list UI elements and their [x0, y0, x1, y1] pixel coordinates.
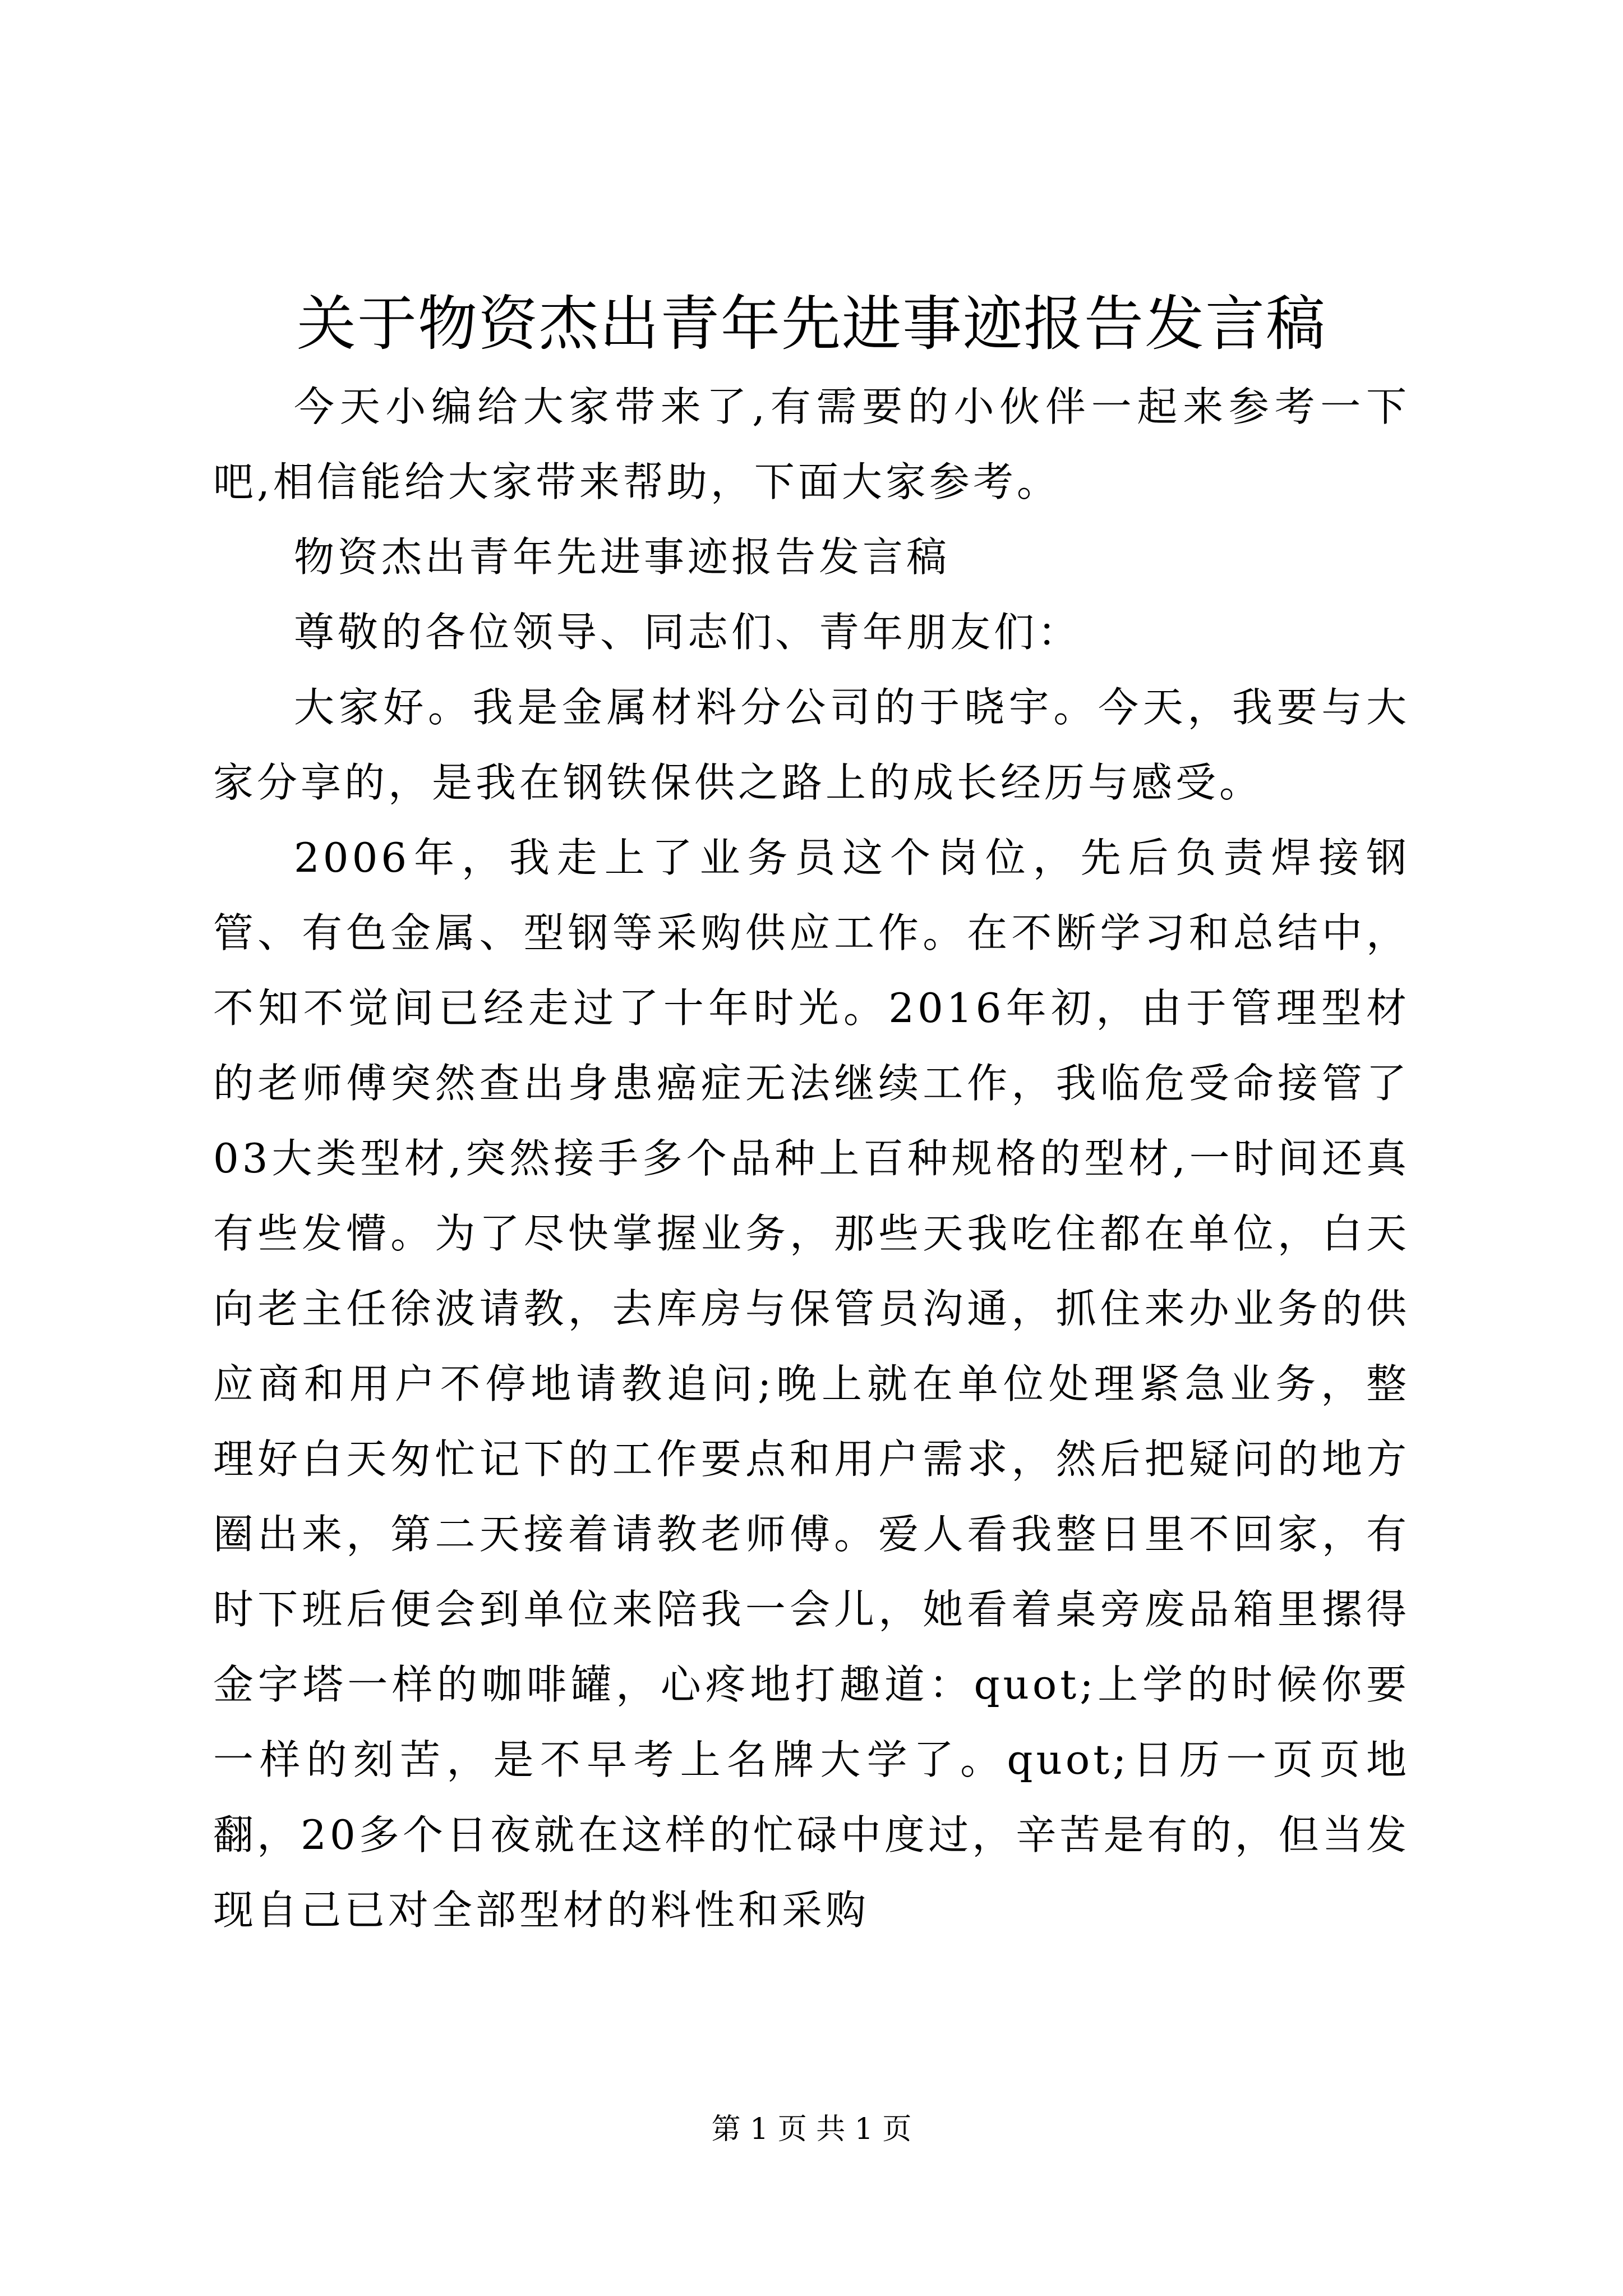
page-number-footer: 第 1 页 共 1 页 — [711, 2113, 912, 2146]
speech-heading: 物资杰出青年先进事迹报告发言稿 — [294, 533, 951, 581]
document-title: 关于物资杰出青年先进事迹报告发言稿 — [297, 289, 1326, 358]
document-body — [213, 369, 1410, 1948]
greeting-paragraph: 大家好。我是金属材料分公司的于晓宇。今天，我要与大家分享的，是我在钢铁保供之路上的成长经历与感受。 — [213, 684, 1410, 806]
intro-paragraph: 今天小编给大家带来了,有需要的小伙伴一起来参考一下吧,相信能给大家带来帮助，下面大家参考。 — [213, 383, 1410, 505]
story-paragraph: 2006年，我走上了业务员这个岗位，先后负责焊接钢管、有色金属、型钢等采购供应工作。在不断学习和总结中，不知不觉间已经走过了十年时光。2016年初，由于管理型材的老师傅突然查出身患癌症无法继续工作，我临危受命接管了03大类型材,突然接手多个品种上百种规格的型材,一时间还真有些发懵。为了尽快掌握业务，那些天我吃住都在单位，白天向老主任徐波请教，去库房与保管员沟通，抓住来办业务的供应商和用户不停地请教追问;晚上就在单位处理紧急业务，整理好白天匆忙记下的工作要点和用户需求，然后把疑问的地方圈出来，第二天接着请教老师傅。爱人看我整日里不回家，有时下班后便会到单位来陪我一会儿，她看着桌旁废品箱里摞得金字塔一样的咖啡罐，心疼地打趣道：quot;上学的时候你要一样的刻苦，是不早考上名牌大学了。quot;日历一页页地翻，20多个日夜就在这样的忙碌中度过，辛苦是有的，但当发现自己已对全部型材的料性和采购 — [213, 834, 1410, 1934]
salutation: 尊敬的各位领导、同志们、青年朋友们： — [294, 609, 1082, 656]
